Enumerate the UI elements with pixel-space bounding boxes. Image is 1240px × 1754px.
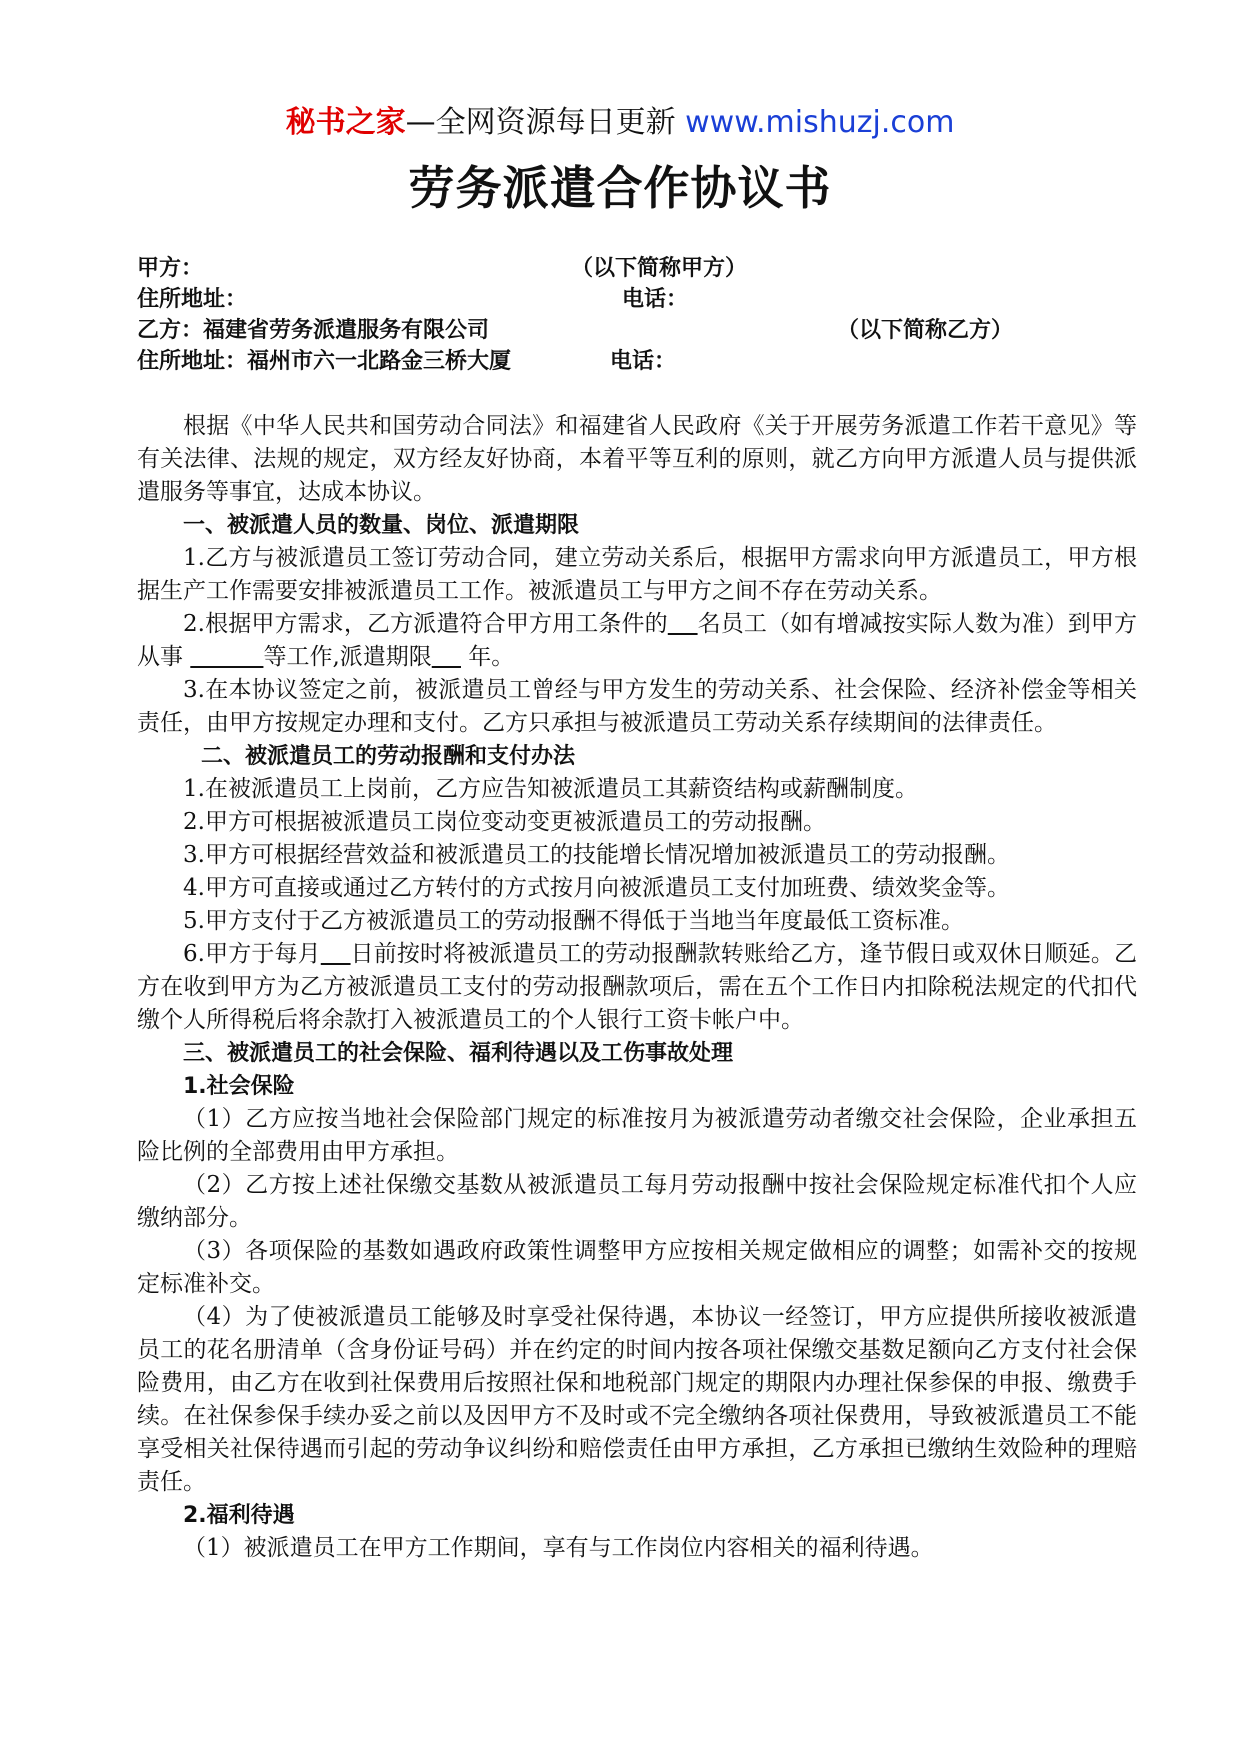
party-b-short-name: （以下简称乙方） (837, 318, 1014, 343)
party-a-phone-label: 电话： (622, 287, 689, 312)
party-a-label: 甲方： (137, 256, 204, 281)
fill-blank-position[interactable] (190, 644, 263, 670)
intro-paragraph: 根据《中华人民共和国劳动合同法》和福建省人民政府《关于开展劳务派遣工作若干意见》等有关法律、法规的规定，双方经友好协商，本着平等互利的原则，就乙方向甲方派遣人员与提供派遣服务等事宜，达成本协议。 (137, 413, 1137, 505)
fill-blank-headcount[interactable] (668, 611, 698, 637)
party-a-short-name: （以下简称甲方） (571, 256, 748, 281)
agreement-body (137, 410, 1137, 1565)
document-title: 劳务派遣合作协议书 (408, 161, 832, 215)
clause-text: 名员工（如有增减按实际人数为准）到甲方从事 (137, 611, 1138, 670)
subsection-welfare: 2.福利待遇 (183, 1503, 295, 1528)
section-1-heading: 一、被派遣人员的数量、岗位、派遣期限 (183, 513, 580, 538)
banner-brand: 秘书之家 (285, 105, 406, 140)
subsection-social-insurance: 1.社会保险 (183, 1074, 295, 1099)
section-3-item-2: （2）乙方按上述社保缴交基数从被派遣员工每月劳动报酬中按社会保险规定标准代扣个人应缴纳部分。 (137, 1172, 1137, 1231)
fill-blank-term[interactable] (432, 644, 461, 670)
banner-slogan: —全网资源每日更新 (405, 105, 676, 140)
party-b-label: 乙方：福建省劳务派遣服务有限公司 (137, 318, 490, 343)
section-3-item-4: （4）为了使被派遣员工能够及时享受社保待遇，本协议一经签订，甲方应提供所接收被派遣员工的花名册清单（含身份证号码）并在约定的时间内按各项社保缴交基数足额向乙方支付社会保险费用，由乙方在收到社保费用后按照社保和地税部门规定的期限内办理社保参保的申报、缴费手续。在社保参保手续办妥之前以及因甲方不及时或不完全缴纳各项社保费用，导致被派遣员工不能享受相关社保待遇而引起的劳动争议纠纷和赔偿责任由甲方承担，乙方承担已缴纳生效险种的理赔责任。 (137, 1304, 1137, 1495)
section-1-clause-3: 3.在本协议签定之前，被派遣员工曾经与甲方发生的劳动关系、社会保险、经济补偿金等相关责任，由甲方按规定办理和支付。乙方只承担与被派遣员工劳动关系存续期间的法律责任。 (137, 677, 1137, 736)
clause-text: 年。 (461, 644, 515, 670)
clause-text: 等工作,派遣期限 (263, 644, 432, 670)
party-b-phone-label: 电话： (610, 349, 677, 374)
party-b-address-label: 住所地址：福州市六一北路金三桥大厦 (137, 349, 512, 374)
section-2-clause-5: 5.甲方支付于乙方被派遣员工的劳动报酬不得低于当地当年度最低工资标准。 (183, 908, 964, 934)
section-2-clause-2: 2.甲方可根据被派遣员工岗位变动变更被派遣员工的劳动报酬。 (183, 809, 826, 835)
section-1-clause-2 (137, 608, 1137, 674)
section-3-item-3: （3）各项保险的基数如遇政府政策性调整甲方应按相关规定做相应的调整；如需补交的按规定标准补交。 (137, 1238, 1137, 1297)
clause-text: 6.甲方于每月 (183, 941, 321, 967)
site-banner (0, 103, 1240, 143)
section-3-item-5: （1）被派遣员工在甲方工作期间，享有与工作岗位内容相关的福利待遇。 (183, 1535, 934, 1561)
section-2-clause-1: 1.在被派遣员工上岗前，乙方应告知被派遣员工其薪资结构或薪酬制度。 (183, 776, 918, 802)
fill-blank-pay-day[interactable] (321, 941, 351, 967)
section-2-heading: 二、被派遣员工的劳动报酬和支付办法 (201, 744, 576, 769)
clause-text: 2.根据甲方需求，乙方派遣符合甲方用工条件的 (183, 611, 668, 637)
section-2-clause-3: 3.甲方可根据经营效益和被派遣员工的技能增长情况增加被派遣员工的劳动报酬。 (183, 842, 1010, 868)
banner-url-link[interactable]: www.mishuzj.com (685, 105, 955, 140)
clause-text: 日前按时将被派遣员工的劳动报酬款转账给乙方，逢节假日或双休日顺延。乙方在收到甲方为乙方被派遣员工支付的劳动报酬款项后，需在五个工作日内扣除税法规定的代扣代缴个人所得税后将余款打入被派遣员工的个人银行工资卡帐户中。 (137, 941, 1138, 1033)
section-2-clause-6 (137, 938, 1137, 1037)
party-a-address-label: 住所地址： (137, 287, 248, 312)
section-3-heading: 三、被派遣员工的社会保险、福利待遇以及工伤事故处理 (183, 1041, 734, 1066)
section-2-clause-4: 4.甲方可直接或通过乙方转付的方式按月向被派遣员工支付加班费、绩效奖金等。 (183, 875, 1010, 901)
section-3-item-1: （1）乙方应按当地社会保险部门规定的标准按月为被派遣劳动者缴交社会保险，企业承担五险比例的全部费用由甲方承担。 (137, 1106, 1137, 1165)
section-1-clause-1: 1.乙方与被派遣员工签订劳动合同，建立劳动关系后，根据甲方需求向甲方派遣员工，甲方根据生产工作需要安排被派遣员工工作。被派遣员工与甲方之间不存在劳动关系。 (137, 545, 1137, 604)
